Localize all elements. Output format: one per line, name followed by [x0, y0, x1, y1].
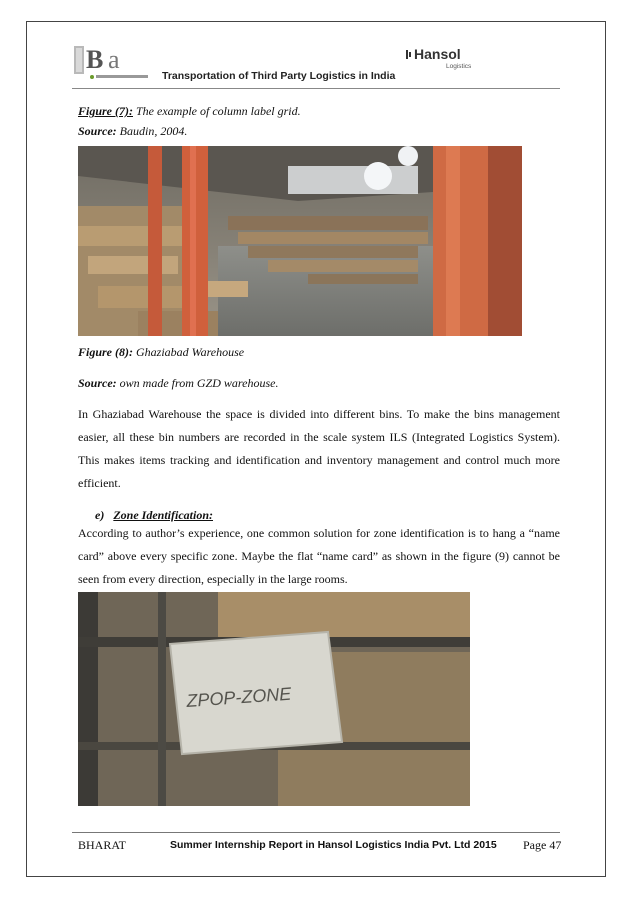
- figure8-source: [78, 376, 278, 391]
- svg-text:a: a: [108, 45, 120, 74]
- figure7-source-text: Baudin, 2004.: [116, 124, 188, 138]
- section-heading-zone-identification: [95, 508, 213, 523]
- section-marker: e): [95, 508, 105, 522]
- figure8-label: Figure (8):: [78, 345, 133, 359]
- figure8-caption-text: Ghaziabad Warehouse: [133, 345, 245, 359]
- ba-logo: [72, 42, 160, 82]
- figure7-caption: [78, 104, 301, 119]
- paragraph-bins: In Ghaziabad Warehouse the space is divided into different bins. To make the bins management easier, all these bin numbers are recorded in the scale system ILS (Integrated Logistics System). This makes items tracking and identification and inventory management and control much more efficient.: [78, 407, 560, 490]
- page-header: [72, 40, 572, 90]
- svg-text:B: B: [86, 45, 104, 74]
- zone-sign-photo: [78, 592, 470, 806]
- footer-report-title: Summer Internship Report in Hansol Logistics India Pvt. Ltd 2015: [170, 839, 497, 851]
- figure7-source: [78, 124, 187, 139]
- warehouse-photo: [78, 146, 522, 336]
- figure8-caption: [78, 345, 244, 360]
- header-divider: [72, 88, 560, 89]
- paragraph-zone-card: According to author’s experience, one common solution for zone identification is to hang a “name card” above every specific zone. Maybe the flat “name card” as shown in the figure (9) cannot be seen from every direction, especially in the large rooms.: [78, 526, 560, 586]
- header-title: Transportation of Third Party Logistics in India: [162, 70, 396, 82]
- hansol-logo: [402, 46, 502, 76]
- footer-divider: [72, 832, 560, 833]
- footer-page-number: Page 47: [523, 838, 562, 852]
- figure8-source-label: Source:: [78, 376, 117, 390]
- hansol-mark-icon: [406, 50, 411, 59]
- figure7-source-label: Source:: [78, 124, 117, 138]
- zone-sign-text: ZPOP-ZONE: [185, 683, 292, 711]
- figure7-label: Figure (7):: [78, 104, 133, 118]
- hansol-logo-name: Hansol: [414, 46, 461, 62]
- figure7-caption-text: The example of column label grid.: [133, 104, 301, 118]
- section-title: Zone Identification:: [113, 508, 213, 522]
- footer-author: BHARAT: [78, 838, 127, 852]
- figure8-source-text: own made from GZD warehouse.: [116, 376, 279, 390]
- hansol-logo-subtitle: Logistics: [446, 63, 472, 70]
